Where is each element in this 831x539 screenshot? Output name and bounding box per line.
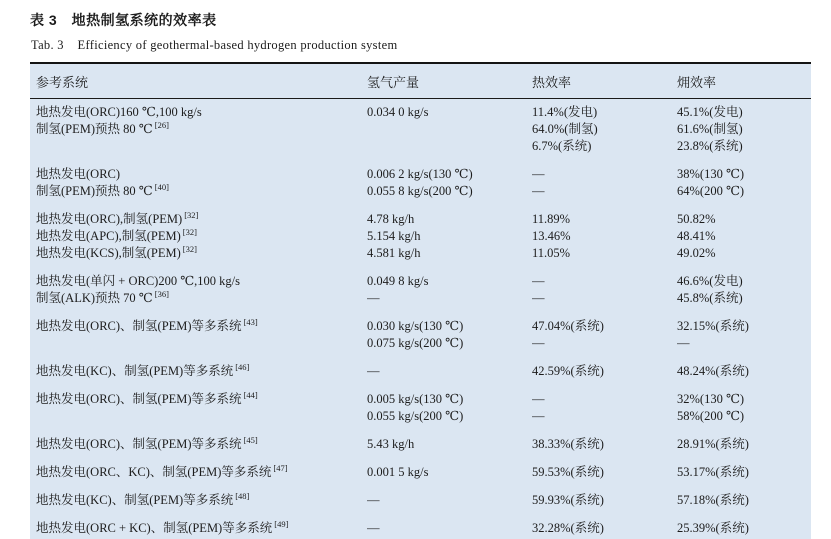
cell-line: —	[367, 291, 380, 305]
cell-line: 11.4%(发电)	[532, 105, 598, 119]
cell-line: 58%(200 ℃)	[677, 409, 745, 423]
thermal-efficiency-cell	[532, 459, 677, 487]
table-row	[30, 487, 811, 515]
header-thermal-efficiency: 热效率	[532, 63, 677, 99]
table-row	[30, 161, 811, 206]
cell-line: 地热发电(ORC),制氢(PEM) [32]	[36, 209, 199, 226]
production-cell	[367, 487, 532, 515]
cell-line: 0.075 kg/s(200 ℃)	[367, 336, 464, 350]
cell-line: 地热发电(ORC)、制氢(PEM)等多系统 [45]	[36, 434, 258, 451]
production-cell	[367, 358, 532, 386]
cell-line: 61.6%(制氢)	[677, 122, 743, 136]
cell-line: 制氢(PEM)预热 80 ℃ [26]	[36, 119, 169, 136]
citation-ref: [47]	[273, 462, 288, 473]
exergy-efficiency-cell	[677, 431, 811, 459]
cell-line: 23.8%(系统)	[677, 139, 743, 153]
cell-line: 0.006 2 kg/s(130 ℃)	[367, 167, 473, 181]
system-cell	[30, 268, 367, 313]
table-body	[30, 99, 811, 539]
header-hydrogen-production: 氢气产量	[367, 63, 532, 99]
cell-line: 45.1%(发电)	[677, 105, 743, 119]
cell-line: 28.91%(系统)	[677, 437, 749, 451]
table-row	[30, 206, 811, 268]
cell-line: 6.7%(系统)	[532, 139, 592, 153]
cell-line: 地热发电(KC)、制氢(PEM)等多系统 [48]	[36, 490, 250, 507]
system-cell	[30, 161, 367, 206]
thermal-efficiency-cell	[532, 313, 677, 358]
cell-line: 32.15%(系统)	[677, 319, 749, 333]
cell-line: 48.41%	[677, 229, 716, 243]
cell-line: 49.02%	[677, 246, 716, 260]
cell-line: 46.6%(发电)	[677, 274, 743, 288]
cell-line: 13.46%	[532, 229, 571, 243]
cell-line: 4.78 kg/h	[367, 212, 415, 226]
table-row	[30, 99, 811, 162]
table-caption-en: Tab. 3 Efficiency of geothermal-based hydrogen production system	[31, 38, 398, 52]
cell-line: 4.581 kg/h	[367, 246, 421, 260]
exergy-efficiency-cell	[677, 515, 811, 539]
header-exergy-efficiency: 㶲效率	[677, 63, 811, 99]
cell-line: 地热发电(单闪 + ORC)200 ℃,100 kg/s	[36, 274, 241, 288]
citation-ref: [26]	[154, 119, 169, 130]
citation-ref: [48]	[235, 490, 250, 501]
cell-line: 0.055 kg/s(200 ℃)	[367, 409, 464, 423]
cell-line: 0.055 8 kg/s(200 ℃)	[367, 184, 473, 198]
thermal-efficiency-cell	[532, 206, 677, 268]
cell-line: 0.049 8 kg/s	[367, 274, 429, 288]
cell-line: 地热发电(ORC)	[36, 167, 121, 181]
system-cell	[30, 206, 367, 268]
cell-line: —	[532, 274, 545, 288]
production-cell	[367, 99, 532, 162]
table-row	[30, 386, 811, 431]
cell-line: —	[532, 184, 545, 198]
header-reference-system: 参考系统	[30, 63, 367, 99]
production-cell	[367, 268, 532, 313]
cell-line: 59.53%(系统)	[532, 465, 604, 479]
thermal-efficiency-cell	[532, 99, 677, 162]
production-cell	[367, 515, 532, 539]
cell-line: 25.39%(系统)	[677, 521, 749, 535]
exergy-efficiency-cell	[677, 487, 811, 515]
cell-line: 11.05%	[532, 246, 571, 260]
cell-line: 57.18%(系统)	[677, 493, 749, 507]
table-row	[30, 358, 811, 386]
cell-line: 59.93%(系统)	[532, 493, 604, 507]
citation-ref: [46]	[235, 361, 250, 372]
thermal-efficiency-cell	[532, 386, 677, 431]
production-cell	[367, 386, 532, 431]
cell-line: 64.0%(制氢)	[532, 122, 598, 136]
cell-line: 地热发电(ORC)160 ℃,100 kg/s	[36, 105, 202, 119]
cell-line: 32.28%(系统)	[532, 521, 604, 535]
cell-line: 32%(130 ℃)	[677, 392, 745, 406]
thermal-efficiency-cell	[532, 358, 677, 386]
citation-ref: [32]	[184, 209, 199, 220]
cell-line: 地热发电(ORC、KC)、制氢(PEM)等多系统 [47]	[36, 462, 288, 479]
table-row	[30, 459, 811, 487]
exergy-efficiency-cell	[677, 313, 811, 358]
thermal-efficiency-cell	[532, 487, 677, 515]
cell-line: 0.001 5 kg/s	[367, 465, 429, 479]
cell-line: 5.43 kg/h	[367, 437, 415, 451]
cell-line: —	[677, 336, 690, 350]
cell-line: 地热发电(APC),制氢(PEM) [32]	[36, 226, 197, 243]
citation-ref: [43]	[243, 316, 258, 327]
cell-line: —	[367, 364, 380, 378]
system-cell	[30, 386, 367, 431]
system-cell	[30, 431, 367, 459]
cell-line: 42.59%(系统)	[532, 364, 604, 378]
cell-line: 38.33%(系统)	[532, 437, 604, 451]
exergy-efficiency-cell	[677, 161, 811, 206]
cell-line: —	[532, 409, 545, 423]
system-cell	[30, 99, 367, 162]
exergy-efficiency-cell	[677, 99, 811, 162]
cell-line: 53.17%(系统)	[677, 465, 749, 479]
citation-ref: [45]	[243, 434, 258, 445]
cell-line: —	[367, 493, 380, 507]
table-row	[30, 268, 811, 313]
exergy-efficiency-cell	[677, 386, 811, 431]
thermal-efficiency-cell	[532, 161, 677, 206]
cell-line: 38%(130 ℃)	[677, 167, 745, 181]
exergy-efficiency-cell	[677, 206, 811, 268]
cell-line: 制氢(ALK)预热 70 ℃ [36]	[36, 288, 169, 305]
cell-line: 地热发电(KCS),制氢(PEM) [32]	[36, 243, 197, 260]
system-cell	[30, 487, 367, 515]
cell-line: 0.030 kg/s(130 ℃)	[367, 319, 464, 333]
cell-line: —	[532, 336, 545, 350]
thermal-efficiency-cell	[532, 431, 677, 459]
exergy-efficiency-cell	[677, 268, 811, 313]
system-cell	[30, 459, 367, 487]
thermal-efficiency-cell	[532, 268, 677, 313]
cell-line: 地热发电(ORC)、制氢(PEM)等多系统 [43]	[36, 316, 258, 333]
cell-line: 50.82%	[677, 212, 716, 226]
production-cell	[367, 206, 532, 268]
cell-line: 地热发电(ORC + KC)、制氢(PEM)等多系统 [49]	[36, 518, 289, 535]
cell-line: 45.8%(系统)	[677, 291, 743, 305]
cell-line: 5.154 kg/h	[367, 229, 421, 243]
thermal-efficiency-cell	[532, 515, 677, 539]
production-cell	[367, 431, 532, 459]
cell-line: —	[532, 392, 545, 406]
system-cell	[30, 313, 367, 358]
system-cell	[30, 515, 367, 539]
exergy-efficiency-cell	[677, 358, 811, 386]
cell-line: 制氢(PEM)预热 80 ℃ [40]	[36, 181, 169, 198]
cell-line: 48.24%(系统)	[677, 364, 749, 378]
cell-line: 地热发电(KC)、制氢(PEM)等多系统 [46]	[36, 361, 250, 378]
table-header-row	[30, 63, 811, 99]
citation-ref: [32]	[182, 226, 197, 237]
cell-line: —	[367, 521, 380, 535]
citation-ref: [40]	[154, 181, 169, 192]
production-cell	[367, 161, 532, 206]
table-row	[30, 515, 811, 539]
cell-line: 64%(200 ℃)	[677, 184, 745, 198]
cell-line: —	[532, 167, 545, 181]
cell-line: —	[532, 291, 545, 305]
production-cell	[367, 459, 532, 487]
table-caption-cn: 表 3 地热制氢系统的效率表	[30, 12, 217, 28]
table-row	[30, 313, 811, 358]
cell-line: 47.04%(系统)	[532, 319, 604, 333]
citation-ref: [36]	[154, 288, 169, 299]
cell-line: 0.005 kg/s(130 ℃)	[367, 392, 464, 406]
citation-ref: [32]	[182, 243, 197, 254]
system-cell	[30, 358, 367, 386]
efficiency-table	[30, 62, 811, 539]
exergy-efficiency-cell	[677, 459, 811, 487]
cell-line: 11.89%	[532, 212, 571, 226]
cell-line: 地热发电(ORC)、制氢(PEM)等多系统 [44]	[36, 389, 258, 406]
citation-ref: [44]	[243, 389, 258, 400]
cell-line: 0.034 0 kg/s	[367, 105, 429, 119]
table-row	[30, 431, 811, 459]
citation-ref: [49]	[274, 518, 289, 529]
production-cell	[367, 313, 532, 358]
